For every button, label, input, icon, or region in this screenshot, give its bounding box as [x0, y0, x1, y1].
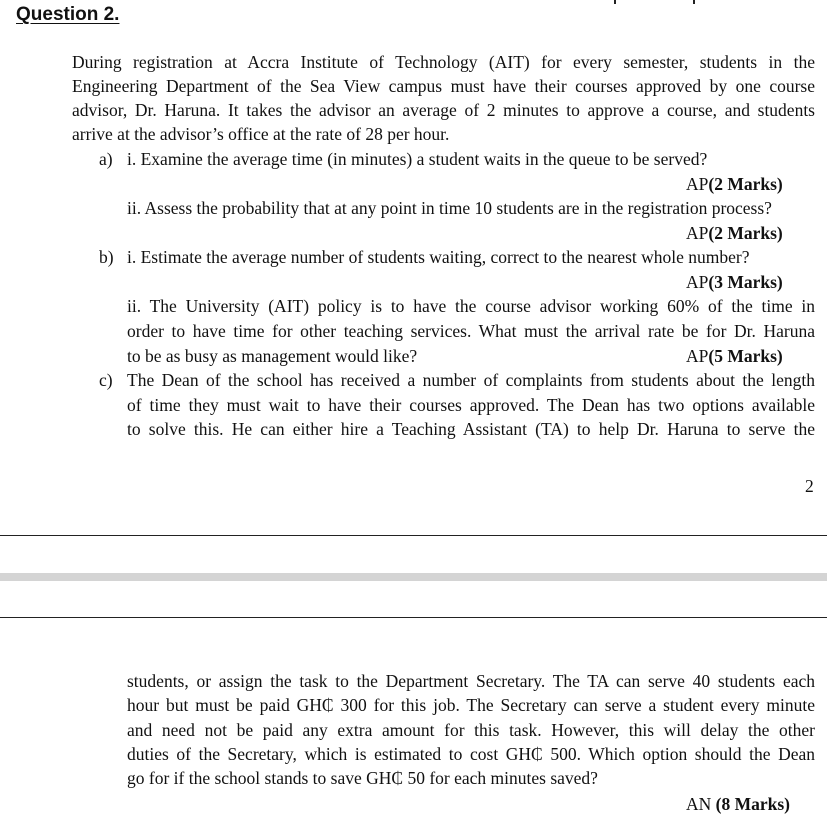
part-c-marks: AN (8 Marks): [686, 794, 791, 814]
part-b-ii-line: order to have time for other teaching services. What must the arrival rate be for Dr. Haruna: [127, 321, 815, 341]
part-b-i-marks: AP(3 Marks): [686, 272, 783, 292]
part-c-line: to solve this. He can either hire a Teaching Assistant (TA) to help Dr. Haruna to serve the: [127, 419, 815, 439]
part-b-ii-line: to be as busy as management would like?: [127, 346, 418, 366]
intro-line: Engineering Department of the Sea View campus must have their courses approved by one course: [72, 76, 815, 96]
question-heading: Question 2.: [16, 4, 120, 25]
page-edge-mark: [614, 0, 616, 4]
part-c-line: of time they must wait to have their courses approved. The Dean has two options available: [127, 395, 815, 415]
part-a-i-marks: AP(2 Marks): [686, 174, 783, 194]
page-number: 2: [805, 476, 814, 496]
part-a-label: a): [99, 149, 113, 169]
part-a-ii-text: ii. Assess the probability that at any point in time 10 students are in the registration process?: [127, 198, 772, 218]
page-top-rule: [0, 617, 827, 618]
part-c-line: students, or assign the task to the Department Secretary. The TA can serve 40 students each: [127, 671, 815, 691]
page-edge-mark: [693, 0, 695, 4]
part-c-line: hour but must be paid GH₵ 300 for this job. The Secretary can serve a student every minute: [127, 695, 815, 715]
page-gap-band: [0, 573, 827, 581]
part-a-i-text: i. Examine the average time (in minutes) a student waits in the queue to be served?: [127, 149, 708, 169]
part-b-i-text: i. Estimate the average number of students waiting, correct to the nearest whole number?: [127, 247, 750, 267]
part-b-label: b): [99, 247, 114, 267]
page-bottom-rule: [0, 535, 827, 536]
part-b-ii-line: ii. The University (AIT) policy is to have the course advisor working 60% of the time in: [127, 296, 815, 316]
intro-line: arrive at the advisor’s office at the rate of 28 per hour.: [72, 124, 450, 144]
part-c-label: c): [99, 370, 113, 390]
part-c-line: go for if the school stands to save GH₵ 50 for each minutes saved?: [127, 768, 598, 788]
part-c-line: The Dean of the school has received a number of complaints from students about the length: [127, 370, 815, 390]
intro-line: advisor, Dr. Haruna. It takes the advisor an average of 2 minutes to approve a course, and students: [72, 100, 815, 120]
part-a-ii-marks: AP(2 Marks): [686, 223, 783, 243]
part-b-ii-marks: AP(5 Marks): [686, 346, 783, 366]
part-c-line: duties of the Secretary, which is estimated to cost GH₵ 500. Which option should the Dean: [127, 744, 815, 764]
intro-line: During registration at Accra Institute of Technology (AIT) for every semester, students in the: [72, 52, 815, 72]
part-c-line: and need not be paid any extra amount for this task. However, this will delay the other: [127, 720, 815, 740]
